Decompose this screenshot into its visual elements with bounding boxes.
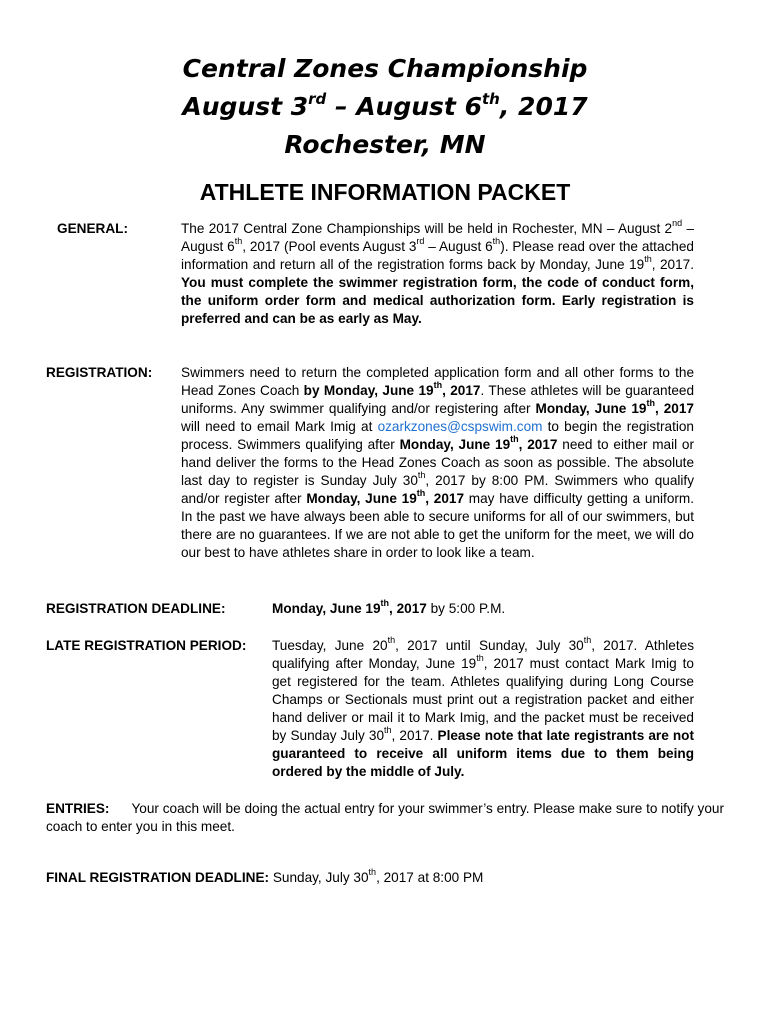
title-line-3: Rochester, MN — [284, 130, 486, 159]
deadline-label: REGISTRATION DEADLINE: — [46, 601, 226, 616]
registration-label: REGISTRATION: — [46, 365, 153, 380]
title-line-2: August 3rd – August 6th, 2017 — [182, 89, 588, 121]
deadline-value: Monday, June 19th, 2017 by 5:00 P.M. — [272, 598, 506, 616]
final-deadline-label: FINAL REGISTRATION DEADLINE: — [46, 870, 270, 885]
late-registration-label: LATE REGISTRATION PERIOD: — [46, 638, 247, 653]
general-label: GENERAL: — [57, 221, 128, 236]
document-title — [0, 50, 770, 164]
entries-label: ENTRIES: — [46, 801, 110, 816]
packet-heading: ATHLETE INFORMATION PACKET — [199, 179, 571, 205]
final-deadline-row: FINAL REGISTRATION DEADLINE: Sunday, July 30th, 2017 at 8:00 PM — [46, 867, 484, 885]
registration-paragraph: Swimmers need to return the completed application form and all other forms to the Head Zones Coach by Monday, June 19th, 2017. These athletes will be guaranteed uniforms. Any swimmer qualifying and/or registering after Monday, June 19th, 2017 will need to email Mark Imig at ozarkzones@cspswim.com to begin the registration process. Swimmers qualifying after Monday, June 19th, 2017 need to either mail or hand deliver the forms to the Head Zones Coach as soon as possible. The absolute last day to register is Sunday July 30th, 2017 by 8:00 PM. Swimmers who qualify and/or register after Monday, June 19th, 2017 may have difficulty getting a uniform. In the past we have always been able to secure uniforms for all of our swimmers, but there are no guarantees. If we are not able to get the uniform for the meet, we will do our best to have athletes share in order to look like a team. — [181, 365, 695, 560]
entries-paragraph: ENTRIES: Your coach will be doing the actual entry for your swimmer’s entry. Please make sure to notify your coach to enter you in this meet. — [46, 801, 724, 834]
email-link[interactable]: ozarkzones@cspswim.com — [377, 419, 543, 434]
late-registration-paragraph: Tuesday, June 20th, 2017 until Sunday, July 30th, 2017. Athletes qualifying after Monday, June 19th, 2017 must contact Mark Imig to get registered for the team. Athletes qualifying during Long Course Champs or Sectionals must print out a registration packet and either hand deliver or mail it to Mark Imig, and the packet must be received by Sunday July 30th, 2017. Please note that late registrants are not guaranteed to receive all uniform items due to them being ordered by the middle of July. — [272, 635, 694, 779]
title-line-1: Central Zones Championship — [182, 54, 588, 83]
general-paragraph: The 2017 Central Zone Championships will be held in Rochester, MN – August 2nd – August 6th, 2017 (Pool events August 3rd – August 6th). Please read over the attached information and return all of the registration forms back by Monday, June 19th, 2017. You must complete the swimmer registration form, the code of conduct form, the uniform order form and medical authorization form. Early registration is preferred and can be as early as May. — [181, 218, 694, 326]
